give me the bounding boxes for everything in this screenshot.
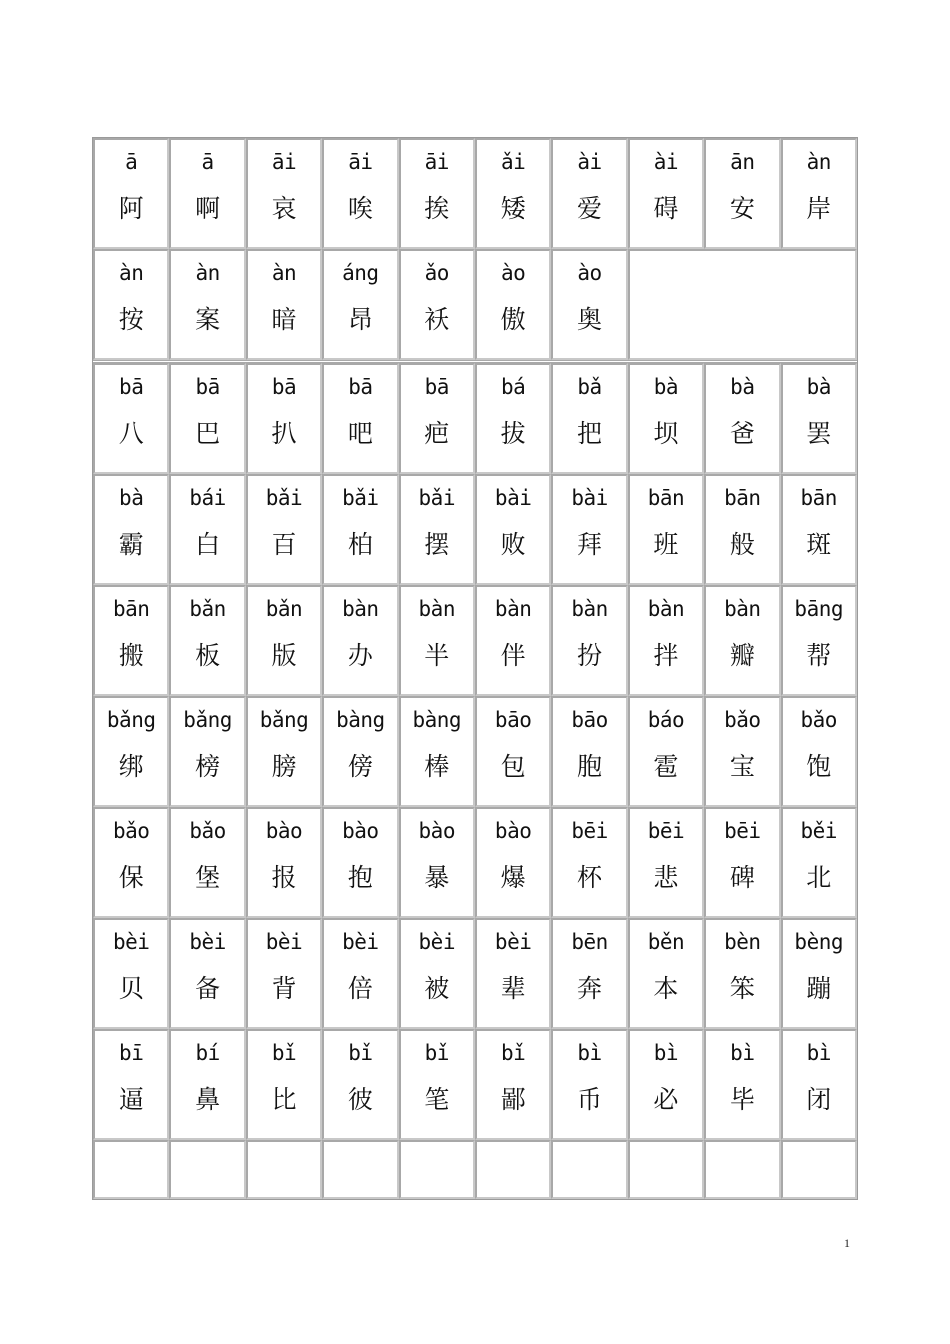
pinyin-label: áng <box>342 261 379 285</box>
pinyin-label: bāo <box>571 708 608 732</box>
pinyin-label: bǐ <box>501 1041 526 1065</box>
table-row <box>93 249 857 360</box>
hanzi-character: 柏 <box>347 530 373 559</box>
hanzi-character: 拌 <box>653 641 679 670</box>
syllable-cell <box>399 807 475 918</box>
hanzi-character: 被 <box>424 974 450 1003</box>
syllable-cell <box>93 474 169 585</box>
syllable-cell <box>246 918 322 1029</box>
syllable-cell <box>169 249 245 360</box>
pinyin-label: bǎo <box>800 708 837 732</box>
empty-cell <box>704 1140 780 1199</box>
hanzi-character: 暴 <box>424 863 450 892</box>
hanzi-character: 瓣 <box>729 641 755 670</box>
syllable-cell <box>399 696 475 807</box>
hanzi-character: 摆 <box>424 530 450 559</box>
syllable-cell <box>551 918 627 1029</box>
syllable-cell <box>169 138 245 249</box>
syllable-cell <box>475 138 551 249</box>
hanzi-character: 逼 <box>118 1085 144 1114</box>
pinyin-label: bà <box>806 375 831 399</box>
pinyin-label: bàn <box>494 597 532 621</box>
pinyin-label: bī <box>119 1041 144 1065</box>
empty-cell <box>475 1140 551 1199</box>
hanzi-character: 必 <box>653 1085 679 1114</box>
pinyin-label: bā <box>424 375 449 399</box>
hanzi-character: 碑 <box>729 863 755 892</box>
syllable-cell <box>628 363 704 474</box>
pinyin-label: bàng <box>412 708 462 732</box>
hanzi-character: 八 <box>118 419 144 448</box>
pinyin-label: báo <box>647 708 685 732</box>
pinyin-label: bàn <box>571 597 608 621</box>
hanzi-character: 报 <box>271 863 297 892</box>
syllable-cell <box>475 585 551 696</box>
hanzi-character: 坝 <box>653 419 679 448</box>
pinyin-label: ā <box>125 150 138 174</box>
pinyin-label: bǎn <box>189 597 226 621</box>
pinyin-label: bèng <box>794 930 843 954</box>
syllable-cell <box>399 1029 475 1140</box>
syllable-cell <box>704 363 780 474</box>
table-row <box>93 696 857 807</box>
syllable-cell <box>551 249 627 360</box>
pinyin-label: bǎi <box>265 486 303 510</box>
syllable-cell <box>781 918 857 1029</box>
empty-cell <box>169 1140 245 1199</box>
hanzi-character: 绑 <box>118 752 144 781</box>
pinyin-label: bǎo <box>724 708 761 732</box>
pinyin-label: bā <box>348 375 373 399</box>
pinyin-label: bì <box>577 1041 602 1065</box>
pinyin-label: bèi <box>265 930 303 954</box>
hanzi-character: 拜 <box>577 530 603 559</box>
syllable-cell <box>551 696 627 807</box>
hanzi-character: 背 <box>271 974 297 1003</box>
hanzi-character: 伴 <box>500 641 526 670</box>
hanzi-character: 饱 <box>806 752 832 781</box>
hanzi-character: 唉 <box>347 194 373 223</box>
pinyin-label: bēn <box>571 930 608 954</box>
hanzi-character: 吧 <box>347 419 373 448</box>
syllable-cell <box>169 918 245 1029</box>
pinyin-label: bā <box>119 375 144 399</box>
pinyin-label: bān <box>724 486 761 510</box>
syllable-cell <box>628 585 704 696</box>
pinyin-label: bān <box>112 597 150 621</box>
pinyin-label: bèi <box>189 930 226 954</box>
hanzi-character: 疤 <box>424 419 450 448</box>
pinyin-label: bì <box>806 1041 831 1065</box>
table-row <box>93 1029 857 1140</box>
pinyin-label: bǎo <box>189 819 226 843</box>
hanzi-character: 倍 <box>347 974 373 1003</box>
syllable-cell <box>169 696 245 807</box>
syllable-cell <box>93 1029 169 1140</box>
pinyin-label: bǐ <box>271 1041 297 1065</box>
syllable-cell <box>322 696 398 807</box>
hanzi-character: 岸 <box>806 194 832 223</box>
pinyin-label: bān <box>647 486 685 510</box>
hanzi-character: 案 <box>195 305 221 334</box>
syllable-cell <box>704 585 780 696</box>
empty-cell <box>551 1140 627 1199</box>
hanzi-character: 般 <box>729 530 755 559</box>
hanzi-character: 奔 <box>577 974 603 1003</box>
pinyin-label: bài <box>571 486 608 510</box>
pinyin-label: bǎo <box>112 819 150 843</box>
pinyin-label: bā <box>195 375 220 399</box>
syllable-cell <box>399 138 475 249</box>
hanzi-character: 爱 <box>577 194 603 223</box>
syllable-cell <box>704 918 780 1029</box>
hanzi-character: 笔 <box>424 1085 450 1114</box>
pinyin-label: bèi <box>494 930 532 954</box>
hanzi-character: 闭 <box>806 1085 832 1114</box>
hanzi-character: 斑 <box>806 530 832 559</box>
syllable-cell <box>781 585 857 696</box>
syllable-cell <box>551 585 627 696</box>
pinyin-label: bài <box>494 486 532 510</box>
hanzi-character: 阿 <box>118 194 144 223</box>
hanzi-character: 班 <box>653 530 679 559</box>
syllable-cell <box>475 918 551 1029</box>
hanzi-character: 袄 <box>424 305 450 334</box>
syllable-cell <box>246 585 322 696</box>
syllable-cell <box>322 918 398 1029</box>
syllable-cell <box>704 474 780 585</box>
hanzi-character: 半 <box>424 641 450 670</box>
syllable-cell <box>781 363 857 474</box>
syllable-cell <box>246 474 322 585</box>
hanzi-character: 雹 <box>653 752 679 781</box>
hanzi-character: 宝 <box>729 752 755 781</box>
pinyin-label: bào <box>418 819 455 843</box>
hanzi-character: 杯 <box>577 863 603 892</box>
syllable-cell <box>246 696 322 807</box>
pinyin-label: ān <box>730 150 755 174</box>
syllable-cell <box>475 696 551 807</box>
pinyin-label: bàn <box>647 597 685 621</box>
syllable-cell <box>322 474 398 585</box>
syllable-cell <box>246 1029 322 1140</box>
pinyin-label: bào <box>494 819 532 843</box>
syllable-cell <box>93 249 169 360</box>
hanzi-character: 霸 <box>118 530 144 559</box>
pinyin-label: àn <box>119 261 144 285</box>
hanzi-character: 爆 <box>500 863 526 892</box>
syllable-cell <box>399 363 475 474</box>
hanzi-character: 备 <box>195 974 221 1003</box>
hanzi-character: 暗 <box>271 305 297 334</box>
pinyin-label: bāng <box>794 597 843 621</box>
pinyin-label: bào <box>342 819 379 843</box>
pinyin-label: bēi <box>724 819 761 843</box>
hanzi-character: 搬 <box>118 641 144 670</box>
syllable-cell <box>399 918 475 1029</box>
syllable-cell <box>704 138 780 249</box>
table-row <box>93 138 857 249</box>
pinyin-label: bèn <box>724 930 761 954</box>
pinyin-label: bà <box>653 375 679 399</box>
hanzi-character: 贝 <box>118 974 144 1003</box>
pinyin-label: bà <box>730 375 755 399</box>
syllable-cell <box>781 138 857 249</box>
syllable-cell <box>551 1029 627 1140</box>
hanzi-character: 傲 <box>500 305 526 334</box>
empty-cell <box>399 1140 475 1199</box>
hanzi-character: 彼 <box>347 1085 373 1114</box>
hanzi-character: 本 <box>653 974 679 1003</box>
empty-cell <box>246 1140 322 1199</box>
syllable-cell <box>551 807 627 918</box>
syllable-cell <box>628 696 704 807</box>
syllable-cell <box>399 585 475 696</box>
pinyin-label: bà <box>119 486 144 510</box>
syllable-cell <box>93 138 169 249</box>
hanzi-character: 鄙 <box>500 1085 526 1114</box>
syllable-cell <box>246 363 322 474</box>
syllable-cell <box>628 918 704 1029</box>
syllable-cell <box>551 363 627 474</box>
syllable-cell <box>781 807 857 918</box>
pinyin-label: bèi <box>418 930 455 954</box>
pinyin-label: bào <box>265 819 303 843</box>
hanzi-character: 版 <box>271 641 297 670</box>
syllable-cell <box>399 474 475 585</box>
syllable-cell <box>781 474 857 585</box>
syllable-cell <box>781 1029 857 1140</box>
syllable-cell <box>475 249 551 360</box>
syllable-cell <box>246 138 322 249</box>
hanzi-character: 悲 <box>653 863 679 892</box>
syllable-cell <box>246 807 322 918</box>
syllable-cell <box>475 1029 551 1140</box>
hanzi-character: 膀 <box>271 752 297 781</box>
pinyin-label: běi <box>800 819 837 843</box>
pinyin-table <box>92 137 858 1200</box>
hanzi-character: 奥 <box>577 305 603 334</box>
syllable-cell <box>322 585 398 696</box>
pinyin-label: bàn <box>342 597 379 621</box>
pinyin-label: àn <box>271 261 297 285</box>
pinyin-label: bái <box>189 486 226 510</box>
syllable-cell <box>169 585 245 696</box>
hanzi-character: 北 <box>806 863 832 892</box>
table-row <box>93 585 857 696</box>
hanzi-character: 毕 <box>729 1085 755 1114</box>
syllable-cell <box>169 363 245 474</box>
pinyin-label: ào <box>577 261 602 285</box>
empty-row <box>93 1140 857 1199</box>
syllable-cell <box>322 138 398 249</box>
syllable-cell <box>475 363 551 474</box>
empty-cell <box>781 1140 857 1199</box>
hanzi-character: 笨 <box>729 974 755 1003</box>
pinyin-label: bá <box>501 375 526 399</box>
syllable-cell <box>628 1029 704 1140</box>
syllable-cell <box>93 807 169 918</box>
pinyin-label: bā <box>271 375 297 399</box>
syllable-cell <box>781 696 857 807</box>
pinyin-label: bān <box>800 486 837 510</box>
hanzi-character: 鼻 <box>195 1085 221 1114</box>
syllable-cell <box>93 585 169 696</box>
syllable-cell <box>322 807 398 918</box>
hanzi-character: 蹦 <box>806 974 832 1003</box>
pinyin-label: ài <box>577 150 602 174</box>
hanzi-character: 包 <box>500 752 526 781</box>
hanzi-character: 败 <box>500 530 526 559</box>
empty-cell <box>93 1140 169 1199</box>
hanzi-character: 榜 <box>195 752 221 781</box>
table-row <box>93 807 857 918</box>
hanzi-character: 碍 <box>653 194 679 223</box>
hanzi-character: 罢 <box>806 419 832 448</box>
syllable-cell <box>169 1029 245 1140</box>
syllable-cell <box>628 474 704 585</box>
empty-cell <box>322 1140 398 1199</box>
hanzi-character: 按 <box>118 305 144 334</box>
hanzi-character: 堡 <box>195 863 221 892</box>
pinyin-label: bǎ <box>577 375 602 399</box>
hanzi-character: 抱 <box>347 863 373 892</box>
hanzi-character: 板 <box>195 641 221 670</box>
syllable-cell <box>551 138 627 249</box>
hanzi-character: 挨 <box>424 194 450 223</box>
hanzi-character: 胞 <box>577 752 603 781</box>
hanzi-character: 扮 <box>577 641 603 670</box>
syllable-cell <box>704 1029 780 1140</box>
syllable-cell <box>93 918 169 1029</box>
page-number: 1 <box>844 1236 850 1250</box>
hanzi-character: 巴 <box>195 419 221 448</box>
pinyin-label: bāo <box>494 708 532 732</box>
hanzi-character: 白 <box>195 530 221 559</box>
hanzi-character: 币 <box>577 1085 603 1114</box>
pinyin-label: bàn <box>418 597 455 621</box>
hanzi-character: 矮 <box>500 194 526 223</box>
syllable-cell <box>475 807 551 918</box>
pinyin-label: bǎng <box>259 708 309 732</box>
syllable-cell <box>399 249 475 360</box>
pinyin-label: àn <box>195 261 220 285</box>
hanzi-character: 棒 <box>424 752 450 781</box>
hanzi-character: 拔 <box>500 419 526 448</box>
hanzi-character: 傍 <box>347 752 373 781</box>
pinyin-label: āi <box>271 150 297 174</box>
hanzi-character: 昂 <box>347 305 373 334</box>
empty-merged-cell <box>628 249 857 360</box>
syllable-cell <box>93 696 169 807</box>
pinyin-label: ǎi <box>501 150 526 174</box>
pinyin-label: bàng <box>336 708 385 732</box>
table-row <box>93 474 857 585</box>
syllable-cell <box>169 474 245 585</box>
hanzi-character: 扒 <box>271 419 297 448</box>
hanzi-character: 百 <box>271 530 297 559</box>
pinyin-label: bēi <box>571 819 608 843</box>
pinyin-label: ào <box>501 261 526 285</box>
pinyin-label: bǐ <box>348 1041 373 1065</box>
pinyin-label: bǎn <box>265 597 303 621</box>
syllable-cell <box>322 249 398 360</box>
hanzi-character: 比 <box>271 1085 297 1114</box>
hanzi-character: 把 <box>577 419 603 448</box>
syllable-cell <box>93 363 169 474</box>
syllable-cell <box>322 363 398 474</box>
syllable-cell <box>551 474 627 585</box>
pinyin-label: bēi <box>647 819 685 843</box>
syllable-cell <box>169 807 245 918</box>
pinyin-label: bì <box>653 1041 679 1065</box>
hanzi-character: 保 <box>118 863 144 892</box>
syllable-cell <box>704 696 780 807</box>
syllable-cell <box>322 1029 398 1140</box>
pinyin-label: bàn <box>724 597 761 621</box>
hanzi-character: 啊 <box>195 194 221 223</box>
hanzi-character: 帮 <box>806 641 832 670</box>
hanzi-character: 办 <box>347 641 373 670</box>
pinyin-label: ā <box>201 150 214 174</box>
table-row <box>93 360 857 474</box>
hanzi-character: 爸 <box>729 419 755 448</box>
pinyin-label: āi <box>424 150 449 174</box>
pinyin-label: bì <box>730 1041 755 1065</box>
syllable-cell <box>628 807 704 918</box>
pinyin-label: ǎo <box>424 261 449 285</box>
syllable-cell <box>246 249 322 360</box>
pinyin-label: bèi <box>342 930 379 954</box>
pinyin-label: bǎng <box>183 708 232 732</box>
pinyin-label: bí <box>195 1041 220 1065</box>
pinyin-label: àn <box>806 150 831 174</box>
pinyin-label: bèi <box>112 930 150 954</box>
hanzi-character: 哀 <box>271 194 297 223</box>
syllable-cell <box>628 138 704 249</box>
syllable-cell <box>704 807 780 918</box>
hanzi-character: 安 <box>729 194 755 223</box>
syllable-cell <box>475 474 551 585</box>
pinyin-label: bǎi <box>418 486 455 510</box>
pinyin-label: běn <box>647 930 685 954</box>
pinyin-label: bǎi <box>342 486 379 510</box>
pinyin-label: bǎng <box>106 708 156 732</box>
hanzi-character: 辈 <box>500 974 526 1003</box>
table-row <box>93 918 857 1029</box>
empty-cell <box>628 1140 704 1199</box>
pinyin-label: ài <box>653 150 679 174</box>
pinyin-label: āi <box>348 150 373 174</box>
pinyin-label: bǐ <box>424 1041 449 1065</box>
